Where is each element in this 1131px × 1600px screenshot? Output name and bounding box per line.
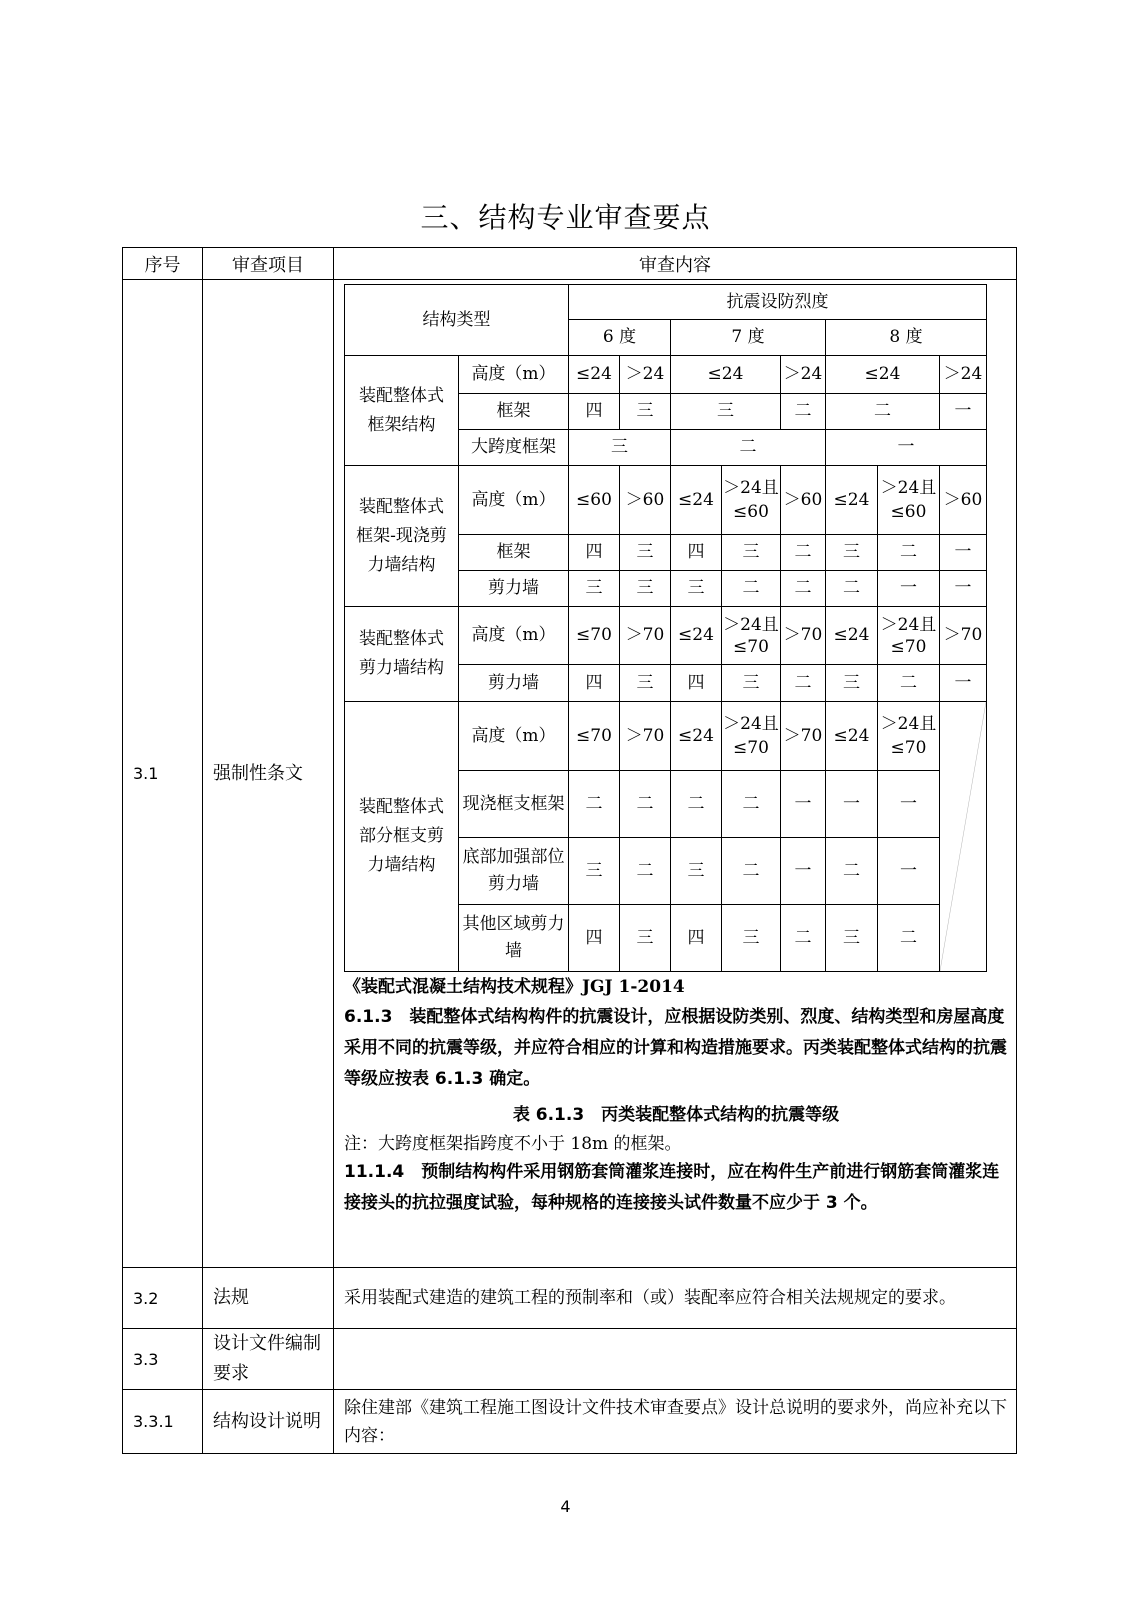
cell: ≤24 [569,356,620,394]
cell: ≤24 [826,702,878,771]
table-row [123,1390,1017,1454]
row-item: 法规 [203,1268,334,1329]
page-title: 三、结构专业审查要点 [420,201,711,234]
cell: 四 [569,394,620,430]
page-number: 4 [560,1497,571,1516]
cell: ≤24 [826,607,878,665]
cell: ≤24 [671,466,722,535]
row-item: 设计文件编制要求 [203,1329,334,1390]
cell: 三 [722,665,781,702]
cell: 剪力墙 [459,665,569,702]
cell: 三 [620,394,671,430]
cell: 三 [722,535,781,571]
header-degree-8: 8 度 [826,320,987,356]
cell: 其他区域剪力墙 [459,905,569,972]
row-item: 强制性条文 [203,280,334,1268]
cell: 一 [878,771,940,838]
row-number: 3.3.1 [123,1390,203,1454]
cell: 二 [671,430,826,466]
seismic-grade-table [344,284,987,972]
row-content: 除住建部《建筑工程施工图设计文件技术审查要点》设计总说明的要求外，尚应补充以下内容： [334,1390,1017,1454]
row-item: 结构设计说明 [203,1390,334,1454]
cell: ≤24 [826,466,878,535]
cell: ≤24 [826,356,940,394]
cell: ＞24且≤60 [878,466,940,535]
cell: 一 [940,535,987,571]
cell: ≤70 [569,702,620,771]
cell: 二 [722,571,781,607]
group-name: 装配整体式框架结构 [345,356,459,466]
cell: 三 [671,838,722,905]
group-name: 装配整体式剪力墙结构 [345,607,459,702]
cell: 三 [671,571,722,607]
row-number: 3.1 [123,280,203,1268]
cell: 二 [826,394,940,430]
cell: ＞24 [940,356,987,394]
cell: ＞24且≤70 [878,702,940,771]
cell: ≤24 [671,702,722,771]
cell: ＞70 [781,607,826,665]
row-content [334,1329,1017,1390]
cell: 高度（m） [459,607,569,665]
cell: ≤70 [569,607,620,665]
cell: 二 [569,771,620,838]
cell: 二 [722,838,781,905]
cell: 四 [569,535,620,571]
header-item: 审查项目 [203,248,334,280]
cell: 框架 [459,535,569,571]
cell: 二 [781,571,826,607]
cell: ＞60 [940,466,987,535]
cell: ＞24且≤60 [722,466,781,535]
cell: ＞70 [940,607,987,665]
row-number: 3.2 [123,1268,203,1329]
cell: 四 [569,905,620,972]
cell: ＞24且≤70 [722,702,781,771]
cell: 二 [781,905,826,972]
header-degree-7: 7 度 [671,320,826,356]
table-caption: 表 6.1.3 丙类装配整体式结构的抗震等级 [512,1105,840,1125]
cell: 二 [878,905,940,972]
table-row [123,280,1017,1268]
diagonal-line [940,702,986,971]
cell: 一 [878,838,940,905]
cell: ＞60 [781,466,826,535]
diagonal-empty-cell [940,702,987,972]
cell: 三 [826,665,878,702]
cell: ＞24 [781,356,826,394]
table-note: 注：大跨度框架指跨度不小于 18m 的框架。 [344,1134,682,1154]
cell: 一 [826,430,987,466]
table-row [123,1329,1017,1390]
header-degree-6: 6 度 [569,320,671,356]
cell: ＞24 [620,356,671,394]
cell: ≤24 [671,356,781,394]
cell: 三 [620,905,671,972]
cell: 三 [722,905,781,972]
group-name: 装配整体式部分框支剪力墙结构 [345,702,459,972]
cell: 三 [826,905,878,972]
cell: 底部加强部位剪力墙 [459,838,569,905]
cell: ≤24 [671,607,722,665]
cell: 二 [781,665,826,702]
cell: 高度（m） [459,466,569,535]
group-name: 装配整体式框架-现浇剪力墙结构 [345,466,459,607]
standard-reference: 《装配式混凝土结构技术规程》JGJ 1-2014 [344,977,685,997]
cell: 三 [620,571,671,607]
cell: 剪力墙 [459,571,569,607]
cell: 二 [620,838,671,905]
cell: 四 [569,665,620,702]
header-seq: 序号 [123,248,203,280]
cell: 三 [569,838,620,905]
cell: 二 [781,535,826,571]
cell: 高度（m） [459,356,569,394]
cell: ＞70 [620,702,671,771]
cell: 一 [940,571,987,607]
cell: 二 [826,838,878,905]
cell: 四 [671,665,722,702]
cell: 三 [671,394,781,430]
cell: 四 [671,535,722,571]
cell: 二 [878,665,940,702]
cell: 四 [671,905,722,972]
header-structure-type: 结构类型 [345,285,569,356]
cell: ＞70 [620,607,671,665]
review-table [122,247,1017,1454]
row-content: 采用装配式建造的建筑工程的预制率和（或）装配率应符合相关法规规定的要求。 [334,1268,1017,1329]
cell: 二 [620,771,671,838]
cell: 框架 [459,394,569,430]
cell: 一 [940,394,987,430]
cell: 三 [620,665,671,702]
header-content: 审查内容 [334,248,1017,280]
cell: 现浇框支框架 [459,771,569,838]
cell: 三 [569,430,671,466]
cell: 二 [878,535,940,571]
clause-6-1-3: 6.1.3 装配整体式结构构件的抗震设计，应根据设防类别、烈度、结构类型和房屋高度采用不同的抗震等级，并应符合相应的计算和构造措施要求。丙类装配整体式结构的抗震等级应按表 6.1.3 确定。 [344,1007,1007,1089]
cell: ＞24且≤70 [878,607,940,665]
table-header-row [123,248,1017,280]
table-row [123,1268,1017,1329]
cell: ＞24且≤70 [722,607,781,665]
cell: 三 [826,535,878,571]
cell: 一 [940,665,987,702]
cell: 二 [826,571,878,607]
cell: ＞60 [620,466,671,535]
cell: 一 [826,771,878,838]
row-number: 3.3 [123,1329,203,1390]
cell: ＞70 [781,702,826,771]
cell: 一 [878,571,940,607]
cell: 二 [781,394,826,430]
row-content [334,280,1017,1268]
cell: ≤60 [569,466,620,535]
cell: 三 [569,571,620,607]
cell: 二 [671,771,722,838]
clause-11-1-4: 11.1.4 预制结构构件采用钢筋套筒灌浆连接时，应在构件生产前进行钢筋套筒灌浆连接接头的抗拉强度试验，每种规格的连接接头试件数量不应少于 3 个。 [344,1162,1000,1213]
header-intensity: 抗震设防烈度 [569,285,987,320]
cell: 大跨度框架 [459,430,569,466]
cell: 二 [722,771,781,838]
cell: 一 [781,838,826,905]
cell: 三 [620,535,671,571]
cell: 一 [781,771,826,838]
cell: 高度（m） [459,702,569,771]
